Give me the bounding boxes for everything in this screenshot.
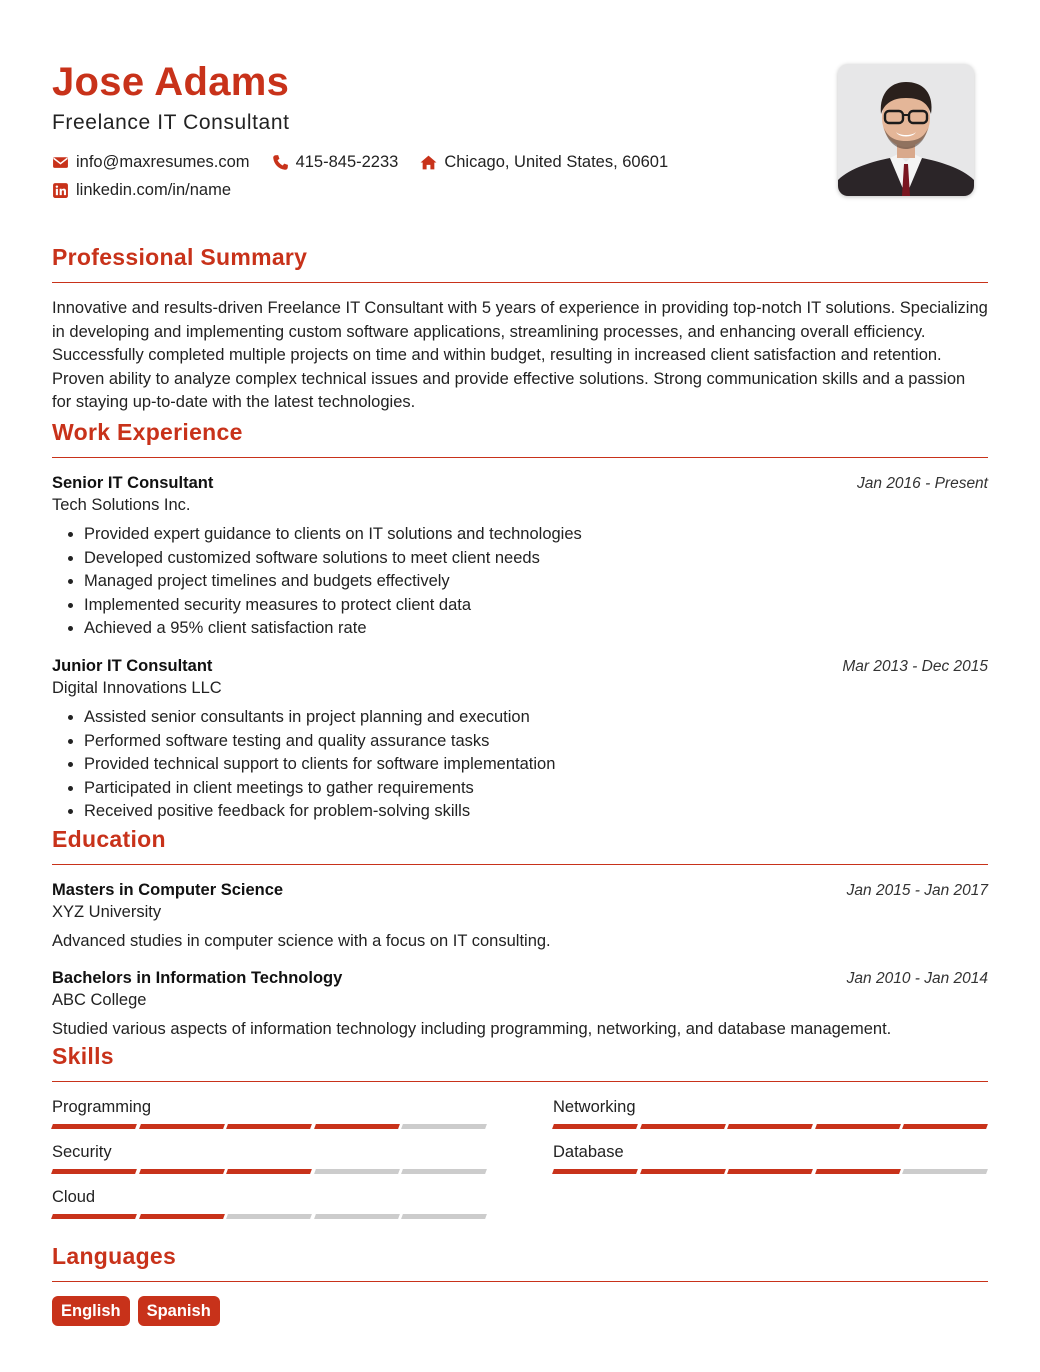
job-bullets [52,523,988,641]
skill-level-segment-filled [727,1169,812,1174]
skill-level-segment-empty [401,1169,486,1174]
resume-page [52,56,988,1326]
school-name: ABC College [52,990,147,1009]
skill-level-segment-filled [640,1124,725,1129]
skill-item [52,1186,486,1219]
section-divider [52,282,988,283]
language-badge: English [52,1296,130,1326]
job-title: Senior IT Consultant [52,473,214,492]
skill-name: Database [553,1142,624,1161]
education-dates: Jan 2015 - Jan 2017 [846,881,988,899]
linkedin-icon [52,182,69,199]
skill-level-segment-empty [314,1169,399,1174]
experience-heading: Work Experience [52,418,243,445]
skill-level-segment-empty [314,1214,399,1219]
degree-title: Bachelors in Information Technology [52,968,343,987]
candidate-title: Freelance IT Consultant [52,111,290,134]
phone-text: 415-845-2233 [295,152,399,171]
list-item: • Provided expert guidance to clients on IT solutions and technologies [84,523,988,547]
education-dates: Jan 2010 - Jan 2014 [846,969,988,987]
list-item: • Assisted senior consultants in project planning and execution [84,706,988,730]
envelope-icon [52,154,69,171]
contact-linkedin[interactable] [52,181,231,200]
skill-level-segment-filled [139,1214,224,1219]
list-item: • Provided technical support to clients for software implementation [84,753,988,777]
home-icon [420,154,437,171]
summary-text: Innovative and results-driven Freelance IT Consultant with 5 years of experience in providing top-notch IT solutions. Specializing in developing and implementing custom software applications, streamlining processes, and enhancing overall efficiency. Successfully completed multiple projects on time and within budget, resulting in increased client satisfaction and retention. Proven ability to analyze complex technical issues and provide effective solutions. Strong communication skills and a passion for staying up-to-date with the latest technologies. [52,299,988,412]
languages-heading: Languages [52,1242,177,1269]
skill-level-bar [553,1169,987,1174]
skills-heading: Skills [52,1042,114,1069]
candidate-name: Jose Adams [52,60,290,104]
skill-level-segment-empty [401,1124,486,1129]
list-item: • Managed project timelines and budgets effectively [84,570,988,594]
skill-level-bar [553,1124,987,1129]
section-divider [52,457,988,458]
skill-level-segment-filled [902,1124,987,1129]
job-company: Tech Solutions Inc. [52,495,191,514]
language-badge: Spanish [138,1296,220,1326]
skill-name: Programming [52,1097,152,1116]
skill-level-segment-filled [552,1169,637,1174]
skill-level-segment-filled [314,1124,399,1129]
job-entry [52,472,988,641]
email-text: info@maxresumes.com [76,152,250,171]
education-description: Studied various aspects of information technology including programming, networking, and database management. [52,1019,892,1038]
skills-section [52,1041,988,1219]
skill-level-bar [52,1169,486,1174]
education-entry [52,967,988,1041]
education-description: Advanced studies in computer science with a focus on IT consulting. [52,931,551,950]
skill-item [52,1096,486,1129]
job-dates: Mar 2013 - Dec 2015 [842,657,988,675]
list-item: • Performed software testing and quality assurance tasks [84,730,988,754]
experience-section [52,417,988,824]
skill-level-segment-filled [139,1124,224,1129]
skill-name: Networking [553,1097,636,1116]
linkedin-text: linkedin.com/in/name [76,180,231,199]
education-entry [52,879,988,953]
contact-email[interactable] [52,153,250,172]
skill-level-segment-filled [727,1124,812,1129]
skill-level-segment-filled [226,1169,311,1174]
list-item: • Achieved a 95% client satisfaction rate [84,617,988,641]
location-text: Chicago, United States, 60601 [444,152,669,171]
skill-level-segment-filled [139,1169,224,1174]
degree-title: Masters in Computer Science [52,880,284,899]
skill-item [553,1141,987,1174]
job-bullets [52,706,988,824]
list-item: • Developed customized software solutions to meet client needs [84,547,988,571]
section-divider [52,1281,988,1282]
skill-level-segment-filled [51,1169,136,1174]
skills-grid [52,1096,988,1219]
section-divider [52,864,988,865]
skill-level-segment-filled [815,1169,900,1174]
skill-level-segment-empty [401,1214,486,1219]
language-list [52,1296,988,1326]
summary-heading: Professional Summary [52,244,308,270]
school-name: XYZ University [52,902,162,921]
languages-section [52,1241,988,1326]
phone-icon [272,154,289,171]
summary-section [52,242,988,415]
skill-name: Security [52,1142,112,1161]
contact-phone[interactable] [272,153,399,172]
resume-header [52,56,988,216]
skill-item [52,1141,486,1174]
skill-level-segment-filled [640,1169,725,1174]
skill-level-segment-empty [902,1169,987,1174]
list-item: • Implemented security measures to protect client data [84,594,988,618]
skill-level-segment-filled [552,1124,637,1129]
job-dates: Jan 2016 - Present [857,474,988,492]
skill-item [553,1096,987,1129]
skill-level-segment-empty [226,1214,311,1219]
skill-name: Cloud [52,1187,96,1206]
profile-photo [838,64,974,196]
education-section [52,824,988,1041]
skill-level-bar [52,1214,486,1219]
skill-level-segment-filled [815,1124,900,1129]
job-entry [52,655,988,824]
education-heading: Education [52,825,166,852]
job-company: Digital Innovations LLC [52,678,222,697]
contact-location [420,153,668,172]
list-item: • Received positive feedback for problem-solving skills [84,800,988,824]
skill-level-segment-filled [51,1214,136,1219]
list-item: • Participated in client meetings to gather requirements [84,777,988,801]
skill-level-segment-filled [226,1124,311,1129]
skill-level-segment-filled [51,1124,136,1129]
skill-level-bar [52,1124,486,1129]
job-title: Junior IT Consultant [52,656,213,675]
section-divider [52,1081,988,1082]
